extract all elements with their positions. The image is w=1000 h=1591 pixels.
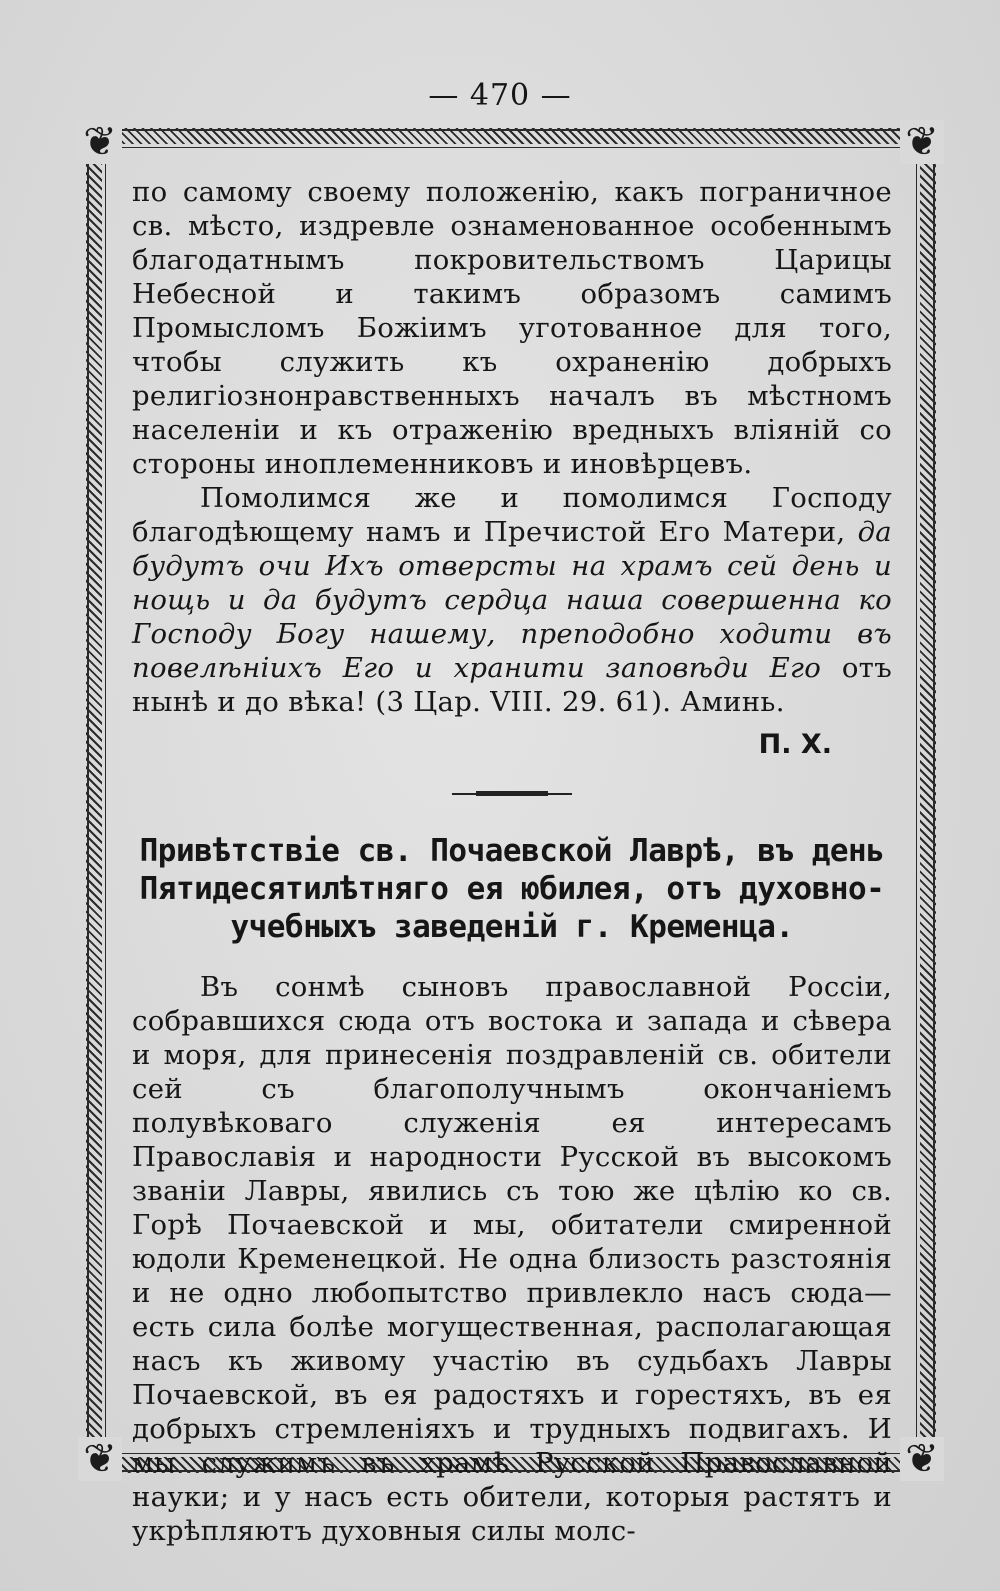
paragraph-prayer bbox=[132, 481, 892, 719]
floral-corner-icon: ❦ bbox=[900, 1437, 944, 1481]
text-block bbox=[132, 175, 892, 1548]
paragraph-greeting: Въ сонмѣ сыновъ православной Россіи, собравшихся сюда отъ востока и запада и сѣвера и моря, для принесенія поздравленій св. обители сей съ благополучнымъ окончаніемъ полувѣковаго служенія ея интересамъ Православія и народности Русской въ высокомъ званіи Лавры, явились съ тою же цѣлію ко св. Горѣ Почаевской и мы, обитатели смиренной юдоли Кременецкой. Не одна близость разстоянія и не одно любопытство привлекло насъ сюда—есть сила болѣе могущественная, располагающая насъ къ живому участію въ судьбахъ Лавры Почаевской, въ ея радостяхъ и горестяхъ, въ ея добрыхъ стремленіяхъ и трудныхъ подвигахъ. И мы служимъ въ храмѣ Русской Православной науки; и у насъ есть обители, которыя растятъ и укрѣпляютъ духовныя силы молс- bbox=[132, 971, 892, 1547]
floral-corner-icon: ❦ bbox=[900, 120, 944, 164]
scripture-quote: да будутъ очи Ихъ отверсты на храмъ сей день и нощь и да будутъ сердца наша совершенна ко Господу Богу нашему, преподобно ходити въ повелѣніихъ Его и хранити заповѣди Его bbox=[132, 516, 892, 684]
section-heading: Привѣтствіе св. Почаевской Лаврѣ, въ день Пятидесятилѣтняго ея юбилея, отъ духовно-учебныхъ заведеній г. Кременца. bbox=[139, 833, 885, 945]
section-divider bbox=[452, 790, 572, 798]
author-signature: П. Х. bbox=[758, 729, 832, 760]
page-number: — 470 — bbox=[428, 78, 572, 113]
floral-corner-icon: ❦ bbox=[78, 1437, 122, 1481]
prayer-ending: отъ нынѣ и до вѣка! (3 Цар. VIII. 29. 61). Аминь. bbox=[132, 652, 892, 718]
prayer-text: Помолимся же и помолимся Господу благодѣющему намъ и Пречистой Его Матери, bbox=[132, 482, 892, 548]
paragraph-continuation: по самому своему положенію, какъ пограничное св. мѣсто, издревле ознаменованное особеннымъ благодатнымъ покровительствомъ Царицы Небесной и такимъ образомъ самимъ Промысломъ Божіимъ уготованное для того, чтобы служить къ охраненію добрыхъ религіознонравственныхъ началъ въ мѣстномъ населеніи и къ отраженію вредныхъ вліяній со стороны иноплеменниковъ и иновѣрцевъ. bbox=[132, 176, 892, 480]
floral-corner-icon: ❦ bbox=[78, 120, 122, 164]
